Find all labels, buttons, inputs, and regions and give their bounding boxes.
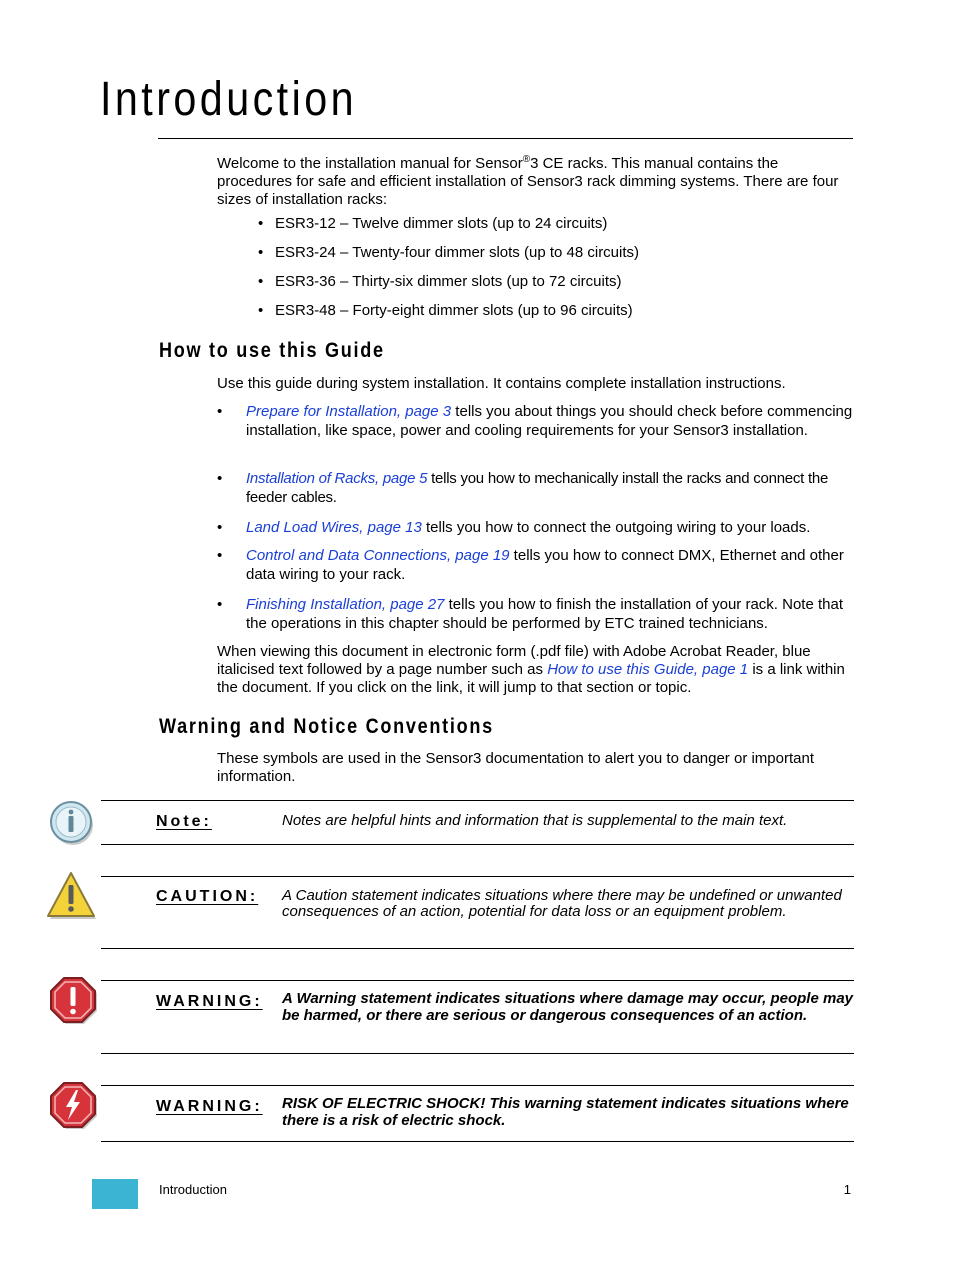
footer-section: Introduction bbox=[159, 1182, 227, 1197]
shock-label: WARNING: bbox=[156, 1098, 263, 1115]
shock-text: RISK OF ELECTRIC SHOCK! This warning statement indicates situations where there is a risk of electric shock. bbox=[282, 1095, 849, 1129]
caution-label: CAUTION: bbox=[156, 888, 259, 905]
intro-paragraph bbox=[217, 151, 853, 209]
note-top-rule bbox=[101, 800, 854, 801]
bullet: • bbox=[258, 302, 264, 319]
footer-color-block bbox=[92, 1179, 138, 1209]
guide-item-text: tells you about things you should check before commencing installation, like space, power and cooling requirements for your Sensor3 installation. bbox=[246, 403, 853, 439]
guide-item bbox=[217, 402, 853, 440]
rack-esr3-48: ESR3-48 – Forty-eight dimmer slots (up to 96 circuits) bbox=[275, 302, 633, 319]
intro-text-a: Welcome to the installation manual for Sensor bbox=[217, 155, 523, 172]
rack-esr3-12: ESR3-12 – Twelve dimmer slots (up to 24 circuits) bbox=[275, 215, 608, 232]
note-label: Note: bbox=[156, 813, 212, 830]
link-how-to-guide[interactable]: How to use this Guide, page 1 bbox=[547, 661, 749, 678]
caution-bottom-rule bbox=[101, 948, 854, 949]
footer-page-number: 1 bbox=[843, 1182, 851, 1197]
warning-stop-icon bbox=[48, 976, 100, 1028]
pdf-link-paragraph bbox=[217, 643, 853, 697]
warning-text: A Warning statement indicates situations where damage may occur, people may be harmed, or there are serious or dangerous consequences of an action. bbox=[282, 990, 854, 1024]
caution-triangle-icon bbox=[44, 870, 98, 922]
guide-item bbox=[217, 518, 853, 537]
bullet: • bbox=[217, 547, 223, 564]
rack-list-item bbox=[258, 272, 848, 291]
page-title: Introduction bbox=[100, 73, 357, 126]
shock-top-rule bbox=[101, 1085, 854, 1086]
rack-esr3-24: ESR3-24 – Twenty-four dimmer slots (up to 48 circuits) bbox=[275, 244, 640, 261]
shock-bottom-rule bbox=[101, 1141, 854, 1142]
bullet: • bbox=[217, 470, 223, 487]
registered-mark: ® bbox=[522, 154, 531, 165]
rack-esr3-36: ESR3-36 – Thirty-six dimmer slots (up to 72 circuits) bbox=[275, 273, 622, 290]
note-bottom-rule bbox=[101, 844, 854, 845]
link-land-load-wires[interactable]: Land Load Wires, page 13 bbox=[246, 519, 422, 536]
bullet: • bbox=[217, 596, 223, 613]
guide-item bbox=[217, 469, 853, 507]
guide-item-text: tells you how to connect DMX, Ethernet and other data wiring to your rack. bbox=[246, 547, 844, 583]
caution-top-rule bbox=[101, 876, 854, 877]
guide-item-text: tells you how to mechanically install the racks and connect the feeder cables. bbox=[246, 470, 829, 506]
rack-list-item bbox=[258, 243, 848, 262]
intro-text-b: 3 CE racks. This manual contains the procedures for safe and efficient installation of Sensor3 rack dimming systems. There are four sizes of installation racks: bbox=[217, 155, 839, 208]
conventions-heading: Warning and Notice Conventions bbox=[159, 715, 494, 738]
conventions-lead: These symbols are used in the Sensor3 documentation to alert you to danger or important information. bbox=[217, 750, 815, 785]
guide-item-text: tells you how to finish the installation of your rack. Note that the operations in this chapter should be performed by ETC trained technicians. bbox=[246, 596, 844, 632]
link-prepare-installation[interactable]: Prepare for Installation, page 3 bbox=[246, 403, 452, 420]
bullet: • bbox=[217, 403, 223, 420]
warning-bottom-rule bbox=[101, 1053, 854, 1054]
how-to-lead: Use this guide during system installation. It contains complete installation instructions. bbox=[217, 375, 786, 392]
bullet: • bbox=[258, 273, 264, 290]
guide-item bbox=[217, 595, 853, 633]
caution-text: A Caution statement indicates situations where there may be undefined or unwanted consequences of an action, potential for data loss or an equipment problem. bbox=[282, 887, 842, 920]
link-finishing-installation[interactable]: Finishing Installation, page 27 bbox=[246, 596, 445, 613]
electric-shock-icon bbox=[48, 1081, 100, 1133]
warning-label: WARNING: bbox=[156, 993, 263, 1010]
rack-list-item bbox=[258, 214, 848, 233]
bullet: • bbox=[217, 519, 223, 536]
guide-item bbox=[217, 546, 853, 584]
title-rule bbox=[158, 138, 853, 139]
how-to-heading: How to use this Guide bbox=[159, 339, 385, 362]
bullet: • bbox=[258, 215, 264, 232]
guide-item-text: tells you how to connect the outgoing wiring to your loads. bbox=[421, 519, 811, 536]
link-installation-racks[interactable]: Installation of Racks, page 5 bbox=[246, 470, 428, 487]
warning-top-rule bbox=[101, 980, 854, 981]
note-text: Notes are helpful hints and information that is supplemental to the main text. bbox=[282, 812, 788, 829]
link-control-data[interactable]: Control and Data Connections, page 19 bbox=[246, 547, 510, 564]
info-icon bbox=[46, 798, 96, 848]
bullet: • bbox=[258, 244, 264, 261]
pdf-text-b: is a link within the document. If you click on the link, it will jump to that section or topic. bbox=[217, 661, 845, 696]
pdf-text-a: When viewing this document in electronic form (.pdf file) with Adobe Acrobat Reader, blue italicised text followed by a page number such as bbox=[217, 643, 811, 678]
rack-list-item bbox=[258, 301, 848, 320]
